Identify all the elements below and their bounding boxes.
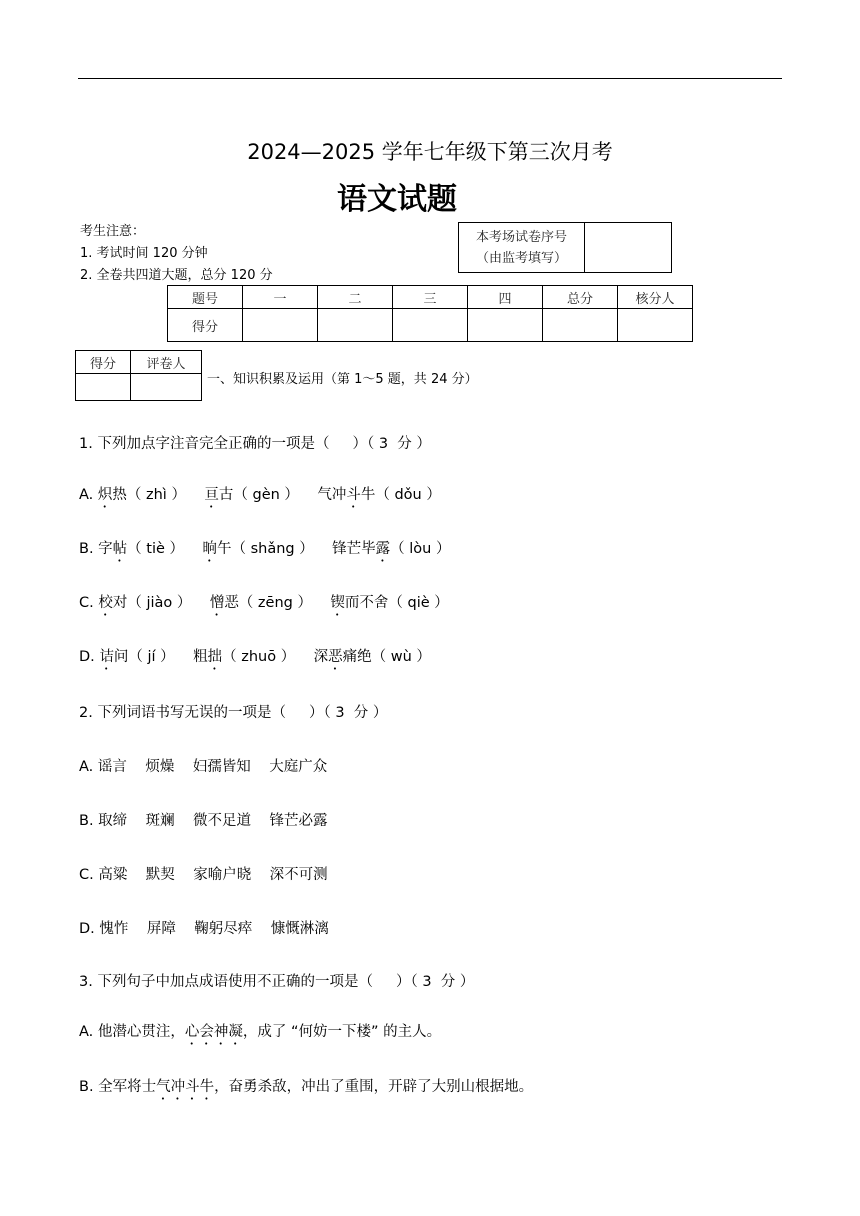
seat-number-cell[interactable] [585,223,672,273]
exam-title: 语文试题 [337,182,457,217]
question-1-option-c: C. 校对（ jiào ） 憎恶（ zēng ） 锲而不舍（ qiè ） [79,595,449,611]
notice-item-1: 1. 考试时间 120 分钟 [80,246,208,261]
score-cell[interactable] [318,309,393,342]
question-2-stem: 2. 下列词语书写无误的一项是（ ）（ 3 分 ） [79,705,388,721]
notice-heading: 考生注意： [80,224,146,239]
score-cell[interactable] [618,309,693,342]
score-cell[interactable] [243,309,318,342]
score-cell[interactable] [393,309,468,342]
score-header-cell: 一 [243,286,318,309]
question-2-option-b: B. 取缔 斑斓 微不足道 锋芒必露 [79,813,328,829]
seat-number-label [459,223,585,273]
question-1-option-d: D. 诘问（ jí ） 粗拙（ zhuō ） 深恶痛绝（ wù ） [79,649,431,665]
question-3-option-a: A. 他潜心贯注，心会神凝，成了 “何妨一下楼” 的主人。 [79,1024,442,1040]
question-1-option-b: B. 字帖（ tiè ） 晌午（ shǎng ） 锋芒毕露（ lòu ） [79,541,451,557]
score-header-cell: 总分 [543,286,618,309]
grader-box [75,350,202,401]
exam-subtitle: 2024—2025 学年七年级下第三次月考 [247,140,613,164]
score-header-cell: 二 [318,286,393,309]
question-1-stem: 1. 下列加点字注音完全正确的一项是（ ）（ 3 分 ） [79,436,431,452]
section-1-title: 一、知识积累及运用（第 1～5 题，共 24 分） [207,372,478,387]
notice-item-2: 2. 全卷共四道大题，总分 120 分 [80,268,273,283]
seat-number-label-line2: （由监考填写） [475,250,567,266]
grader-name-label: 评卷人 [131,351,202,374]
score-cell[interactable] [543,309,618,342]
seat-number-label-line1: 本考场试卷序号 [475,229,567,245]
question-2-option-a: A. 谣言 烦燥 妇孺皆知 大庭广众 [79,759,328,775]
score-table [167,285,693,342]
score-cell[interactable] [468,309,543,342]
question-3-stem: 3. 下列句子中加点成语使用不正确的一项是（ ）（ 3 分 ） [79,974,475,990]
score-header-cell: 三 [393,286,468,309]
question-2-option-d: D. 愧怍 屏障 鞠躬尽瘁 慷慨淋漓 [79,921,329,937]
grader-score-cell[interactable] [76,374,131,401]
question-2-option-c: C. 高粱 默契 家喻户晓 深不可测 [79,867,328,883]
score-header-cell: 题号 [168,286,243,309]
question-1-option-a: A. 炽热（ zhì ） 亘古（ gèn ） 气冲斗牛（ dǒu ） [79,487,441,503]
grader-name-cell[interactable] [131,374,202,401]
seat-number-box [458,222,672,273]
score-header-cell: 核分人 [618,286,693,309]
grader-score-label: 得分 [76,351,131,374]
top-rule [78,78,782,79]
score-header-cell: 四 [468,286,543,309]
score-row-label: 得分 [168,309,243,342]
question-3-option-b: B. 全军将士气冲斗牛，奋勇杀敌，冲出了重围，开辟了大别山根据地。 [79,1079,534,1095]
